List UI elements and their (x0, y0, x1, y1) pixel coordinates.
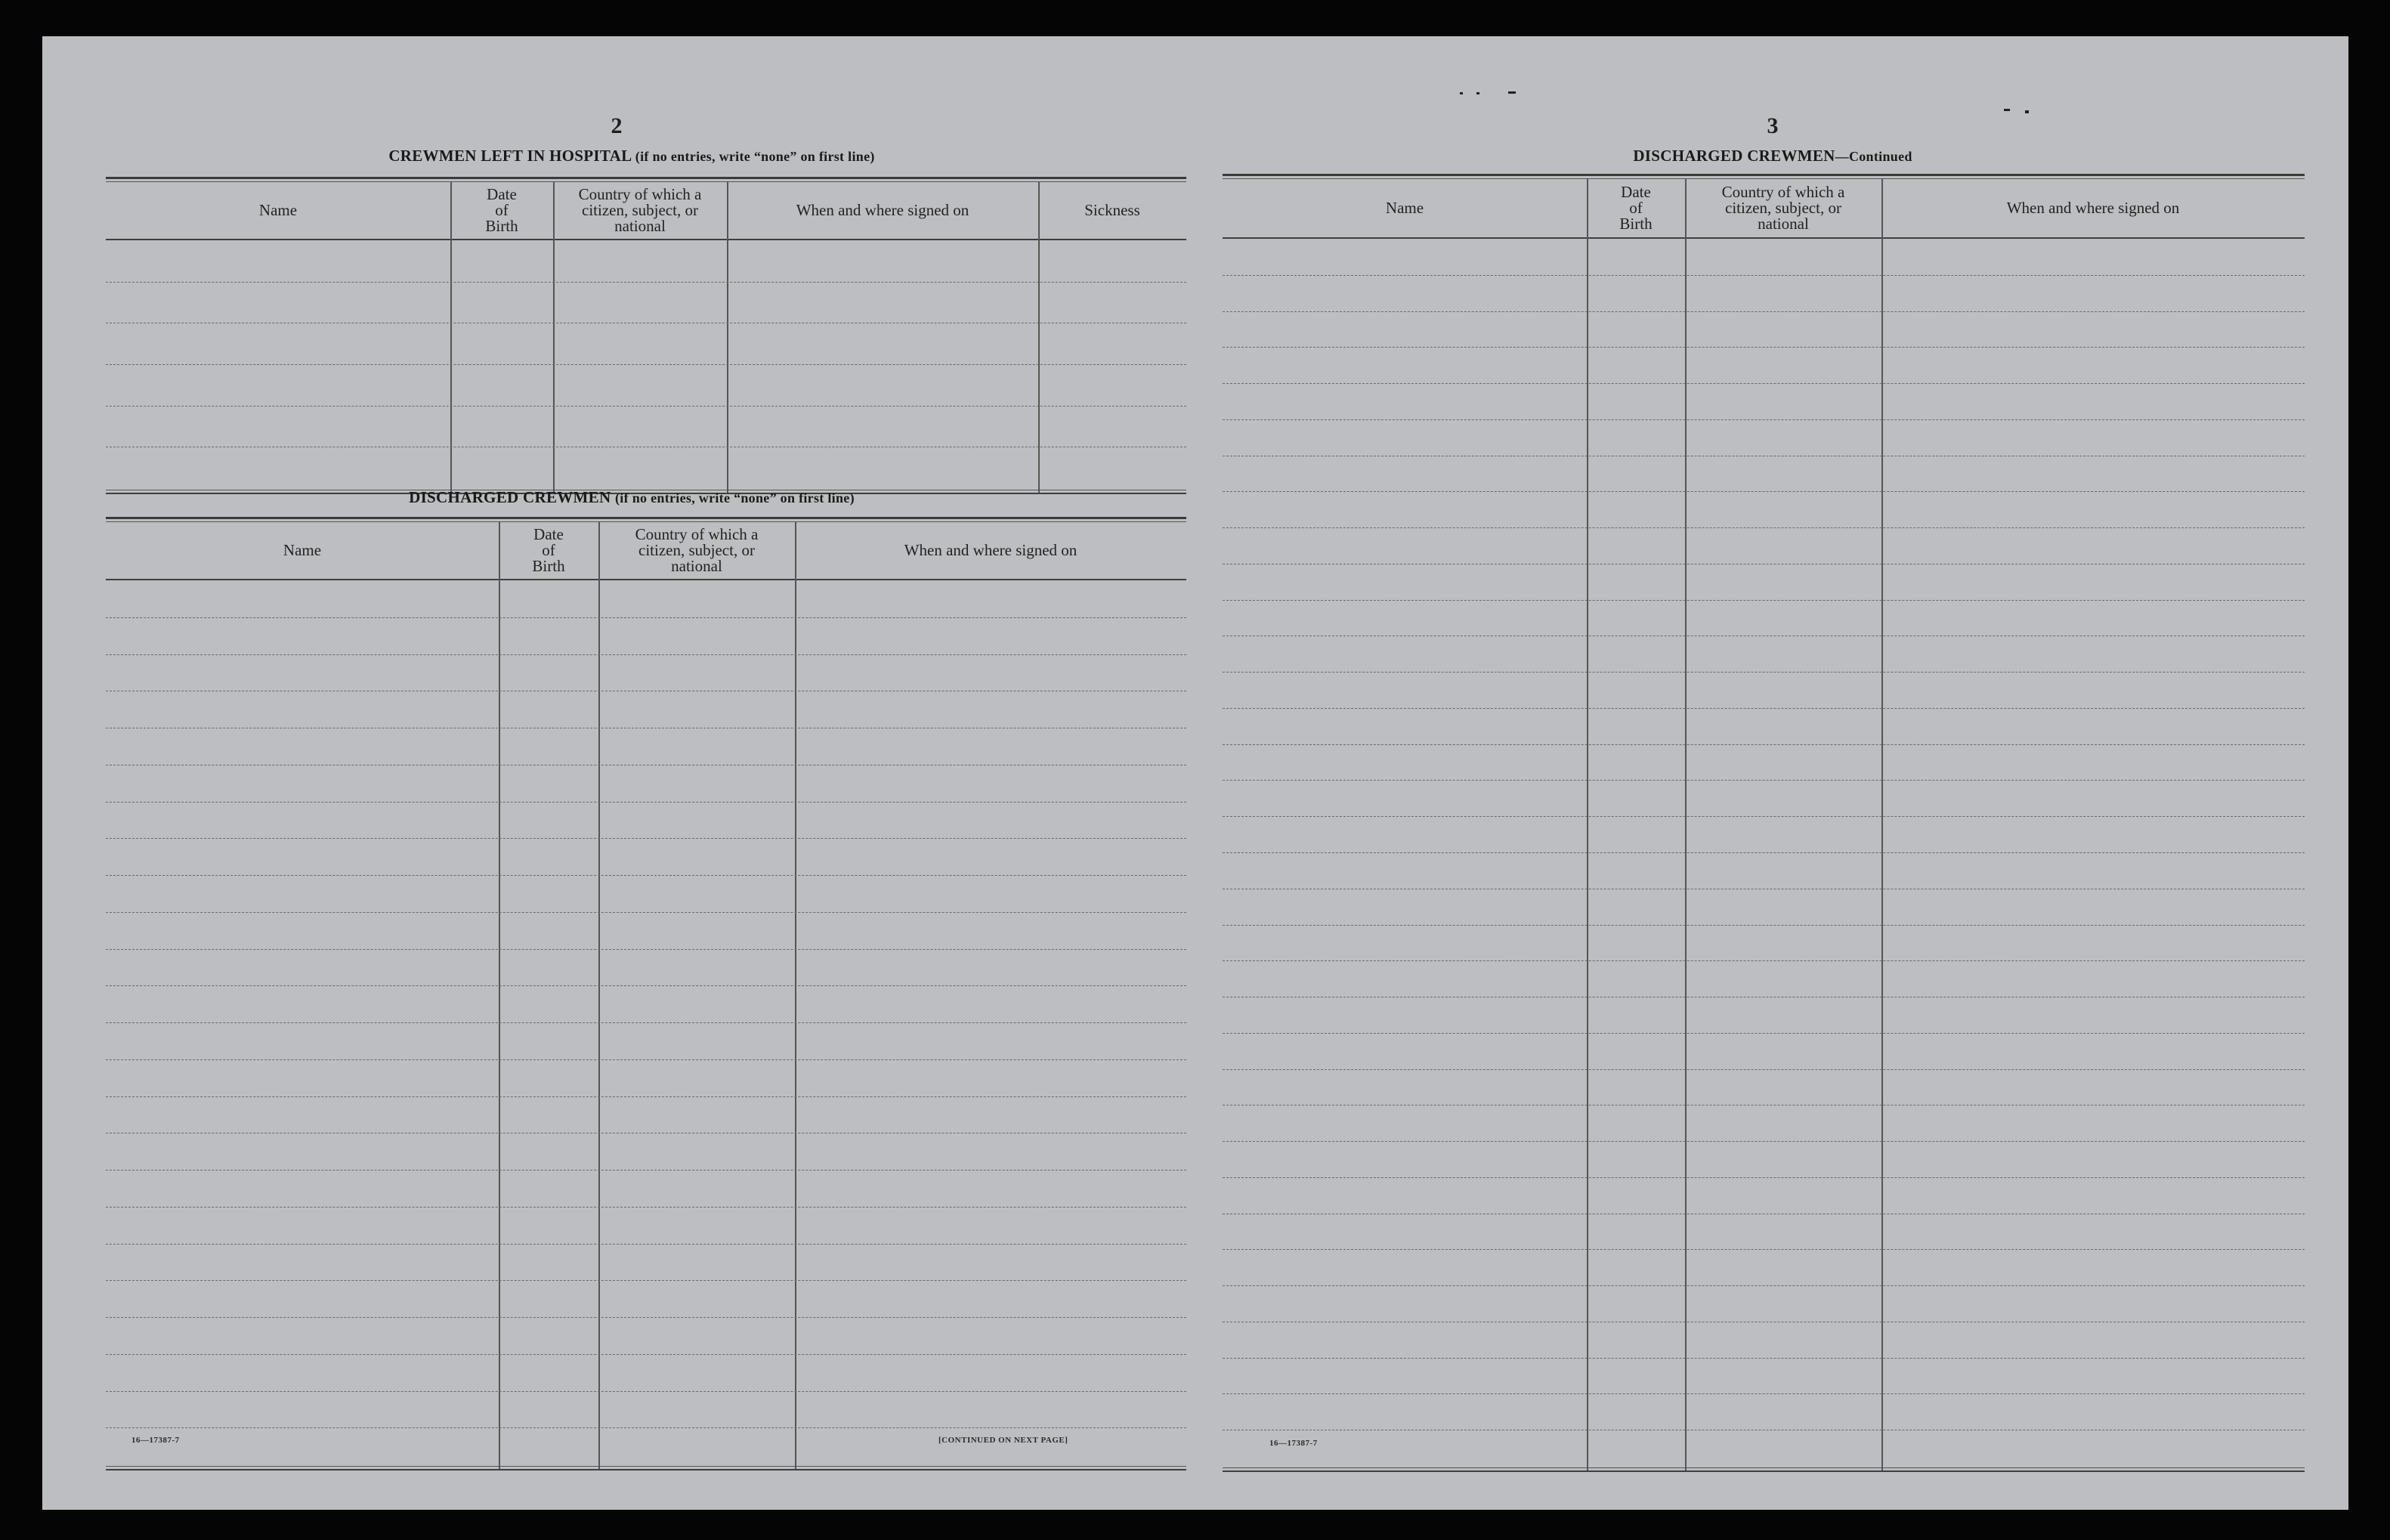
header-rule (106, 239, 1186, 240)
entry-line (1223, 1358, 2305, 1359)
print-speck (2025, 110, 2029, 113)
bottom-rule-thin (1223, 1467, 2305, 1468)
entry-line (106, 985, 1186, 986)
column-divider (499, 521, 500, 1470)
discharged-continued-title (1244, 147, 2302, 165)
page-number: 3 (1767, 113, 1779, 138)
entry-line (1223, 925, 2305, 926)
discharged-section-title (103, 488, 1161, 507)
column-header (1685, 180, 1881, 236)
entry-line (1223, 347, 2305, 348)
header-rule (106, 579, 1186, 580)
bottom-rule (106, 1469, 1186, 1470)
entry-line (106, 1391, 1186, 1392)
column-header-label: Country of which a citizen, subject, or national (635, 524, 759, 575)
column-header-label: Country of which a citizen, subject, or national (578, 184, 702, 235)
continued-label: —Continued (1835, 149, 1912, 164)
column-divider (1587, 178, 1588, 1472)
column-header (553, 183, 727, 237)
entry-line (106, 949, 1186, 950)
column-divider (795, 521, 796, 1470)
left-page (42, 36, 1198, 1510)
column-header (106, 523, 499, 577)
entry-line (1223, 635, 2305, 636)
entry-line (106, 912, 1186, 913)
entry-line (1223, 1393, 2305, 1394)
page-number: 2 (611, 113, 623, 138)
entry-line (106, 654, 1186, 655)
top-rule-thick (1223, 174, 2305, 176)
print-speck (2004, 109, 2010, 111)
entry-line (1223, 419, 2305, 420)
column-header-label: Name (258, 200, 298, 219)
entry-line (106, 875, 1186, 876)
top-rule-thin (1223, 178, 2305, 179)
entry-line (1223, 960, 2305, 961)
column-header (499, 523, 598, 577)
entry-line (1223, 780, 2305, 781)
column-header-label: When and where signed on (904, 540, 1078, 559)
column-divider (1881, 178, 1883, 1472)
column-header (598, 523, 795, 577)
form-number: 16—17387-7 (1269, 1439, 1318, 1448)
print-speck (1508, 91, 1516, 94)
column-header (795, 523, 1186, 577)
entry-line (106, 282, 1186, 283)
right-page (1198, 36, 2348, 1510)
entry-line (106, 364, 1186, 365)
entry-line (1223, 744, 2305, 745)
entry-line (1223, 383, 2305, 384)
top-rule-thin (106, 521, 1186, 522)
form-sheet (42, 36, 2348, 1510)
entry-line (1223, 600, 2305, 601)
entry-line (106, 1096, 1186, 1097)
column-header-label: Name (1385, 198, 1424, 217)
column-header (1038, 183, 1186, 237)
entry-line (1223, 1249, 2305, 1250)
column-header (450, 183, 553, 237)
form-number: 16—17387-7 (131, 1436, 180, 1445)
entry-line (1223, 1141, 2305, 1142)
entry-line (106, 1317, 1186, 1318)
entry-line (106, 1354, 1186, 1355)
entry-line (1223, 1177, 2305, 1178)
column-header-label: Date of Birth (1619, 182, 1653, 233)
discharged-continued-title-text: DISCHARGED CREWMEN (1633, 147, 1835, 165)
column-header-label: Name (283, 540, 322, 559)
continued-note: [CONTINUED ON NEXT PAGE] (938, 1436, 1068, 1445)
entry-line (1223, 527, 2305, 528)
entry-line (1223, 1105, 2305, 1106)
entry-line (1223, 311, 2305, 312)
entry-line (1223, 1069, 2305, 1070)
top-rule-thick (106, 517, 1186, 519)
print-speck (1476, 92, 1479, 94)
hospital-note: (if no entries, write “none” on first line) (635, 149, 875, 164)
entry-line (1223, 708, 2305, 709)
entry-line (106, 406, 1186, 407)
hospital-section-title (103, 147, 1161, 165)
entry-line (1223, 672, 2305, 673)
entry-line (106, 1022, 1186, 1023)
entry-line (106, 1207, 1186, 1208)
entry-line (106, 1280, 1186, 1281)
discharged-title-text: DISCHARGED CREWMEN (409, 488, 611, 506)
entry-line (1223, 491, 2305, 492)
column-header (1223, 180, 1587, 236)
entry-line (1223, 816, 2305, 817)
column-header-label: When and where signed on (796, 200, 969, 219)
column-header-label: Date of Birth (485, 184, 518, 235)
bottom-rule-thin (106, 1466, 1186, 1467)
entry-line (106, 1059, 1186, 1060)
top-rule-thin (106, 181, 1186, 182)
print-speck (1460, 92, 1463, 94)
entry-line (106, 617, 1186, 618)
hospital-title-text: CREWMEN LEFT IN HOSPITAL (388, 147, 632, 165)
discharged-note: (if no entries, write “none” on first line) (615, 490, 855, 506)
entry-line (1223, 852, 2305, 853)
column-header (727, 183, 1038, 237)
column-divider (1685, 178, 1687, 1472)
column-header (106, 183, 450, 237)
column-header-label: Country of which a citizen, subject, or national (1721, 182, 1845, 233)
column-header (1881, 180, 2305, 236)
bottom-rule (1223, 1470, 2305, 1472)
entry-line (1223, 1285, 2305, 1286)
column-header-label: Sickness (1084, 200, 1140, 219)
discharged-table (106, 517, 1186, 1470)
column-header-label: When and where signed on (2006, 198, 2180, 217)
entry-line (106, 838, 1186, 839)
entry-line (1223, 1033, 2305, 1034)
header-rule (1223, 237, 2305, 239)
discharged-continued-table (1223, 174, 2305, 1472)
column-divider (598, 521, 600, 1470)
hospital-table (106, 177, 1186, 494)
column-header-label: Date of Birth (532, 524, 565, 575)
top-rule-thick (106, 177, 1186, 179)
entry-line (106, 1244, 1186, 1245)
entry-line (106, 1427, 1186, 1428)
column-header (1587, 180, 1685, 236)
entry-line (1223, 275, 2305, 276)
